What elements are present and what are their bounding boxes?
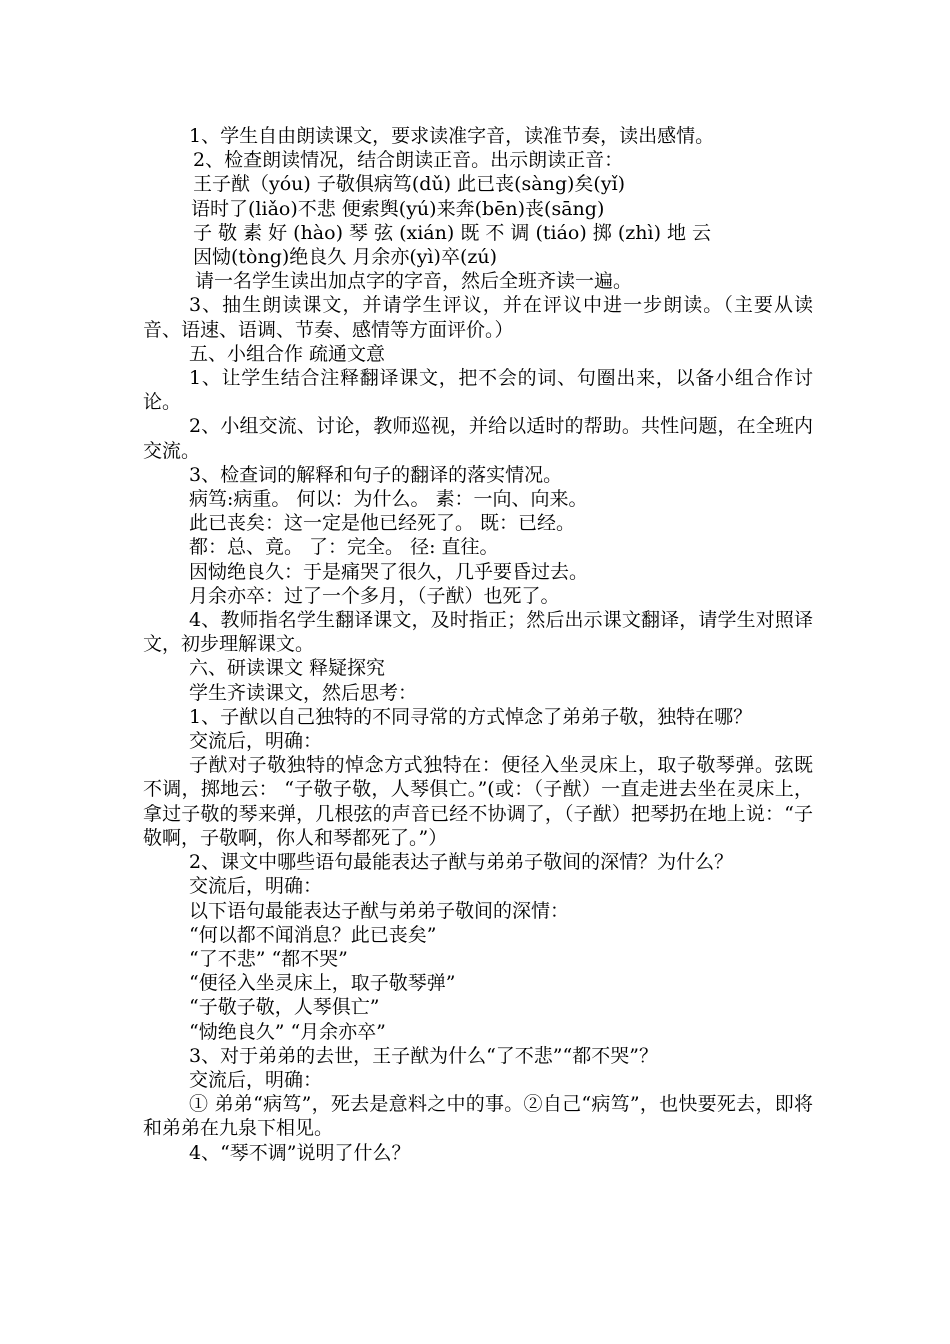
paragraph-line: 交流后，明确： — [189, 875, 323, 898]
paragraph-line: 病笃:病重。 何以：为什么。 素：一向、向来。 — [189, 488, 588, 511]
paragraph-line: 因恸(tòng)绝良久 月余亦(yì)卒(zú) — [193, 246, 498, 269]
paragraph-line: 3、检查词的解释和句子的翻译的落实情况。 — [189, 463, 563, 486]
paragraph-line: “便径入坐灵床上，取子敬琴弹” — [189, 972, 456, 995]
paragraph-line: 4、“琴不调”说明了什么？ — [189, 1141, 411, 1164]
paragraph-line: 交流后，明确： — [189, 1068, 323, 1091]
paragraph-line: 1、子猷以自己独特的不同寻常的方式悼念了弟弟子敬，独特在哪？ — [189, 705, 753, 728]
paragraph-line: 因恸绝良久：于是痛哭了很久，几乎要昏过去。 — [189, 560, 589, 583]
paragraph-line: 2、检查朗读情况，结合朗读正音。出示朗读正音： — [193, 149, 624, 172]
paragraph-line: 4、教师指名学生翻译课文，及时指正；然后出示课文翻译，请学生对照译文，初步理解课文。 — [143, 609, 813, 656]
paragraph-line: 以下语句最能表达子猷与弟弟子敬间的深情： — [189, 899, 570, 922]
paragraph-line: “何以都不闻消息？此已丧矣” — [189, 923, 437, 946]
paragraph-line: 子 敬 素 好 (hào) 琴 弦 (xián) 既 不 调 (tiáo) 掷 (zhì) 地 云 — [193, 221, 712, 244]
paragraph-line: “了不悲” “都不哭” — [189, 947, 348, 970]
paragraph-line: 此已丧矣：这一定是他已经死了。 既：已经。 — [189, 512, 576, 535]
paragraph-line: ① 弟弟“病笃”，死去是意料之中的事。②自己“病笃”，也快要死去，即将和弟弟在九泉下相见。 — [143, 1093, 813, 1140]
document-page — [143, 124, 813, 1165]
paragraph-line: 月余亦卒：过了一个多月，（子猷）也死了。 — [189, 584, 560, 607]
paragraph-line: 2、课文中哪些语句最能表达子猷与弟弟子敬间的深情？为什么？ — [189, 851, 734, 874]
paragraph-line: “子敬子敬，人琴俱亡” — [189, 996, 380, 1019]
paragraph-line: 语时了(liǎo)不悲 便索舆(yú)来奔(bēn)丧(sāng) — [191, 197, 605, 220]
paragraph-line: 五、小组合作 疏通文意 — [189, 342, 386, 365]
paragraph-line: 请一名学生读出加点字的字音，然后全班齐读一遍。 — [195, 270, 633, 293]
paragraph-line: 3、对于弟弟的去世，王子猷为什么“了不悲”“都不哭”？ — [189, 1044, 658, 1067]
paragraph-line: 王子猷（yóu) 子敬俱病笃(dǔ) 此已丧(sàng)矣(yǐ) — [193, 173, 626, 196]
paragraph-line: 子猷对子敬独特的悼念方式独特在：便径入坐灵床上，取子敬琴弹。弦既不调，掷地云： “子敬子敬，人琴俱亡。”(或：（子猷）一直走进去坐在灵床上，拿过子敬的琴来弹，几根弦的声音已经不协调了，（子猷）把琴扔在地上说：“子敬啊，子敬啊，你人和琴都死了。”） — [143, 754, 813, 849]
paragraph-line: 都：总、竟。 了：完全。 径: 直往。 — [189, 536, 499, 559]
paragraph-line: “恸绝良久” “月余亦卒” — [189, 1020, 386, 1043]
paragraph-line: 1、让学生结合注释翻译课文，把不会的词、句圈出来，以备小组合作讨论。 — [143, 367, 813, 414]
paragraph-line: 交流后，明确： — [189, 730, 323, 753]
paragraph-line: 学生齐读课文，然后思考： — [189, 681, 418, 704]
paragraph-line: 3、抽生朗读课文，并请学生评议，并在评议中进一步朗读。（主要从读音、语速、语调、节奏、感情等方面评价。） — [143, 294, 813, 341]
paragraph-line: 1、学生自由朗读课文，要求读准字音，读准节奏，读出感情。 — [189, 125, 715, 147]
paragraph-line: 六、研读课文 释疑探究 — [189, 657, 386, 680]
paragraph-line: 2、小组交流、讨论，教师巡视，并给以适时的帮助。共性问题，在全班内交流。 — [143, 415, 813, 462]
